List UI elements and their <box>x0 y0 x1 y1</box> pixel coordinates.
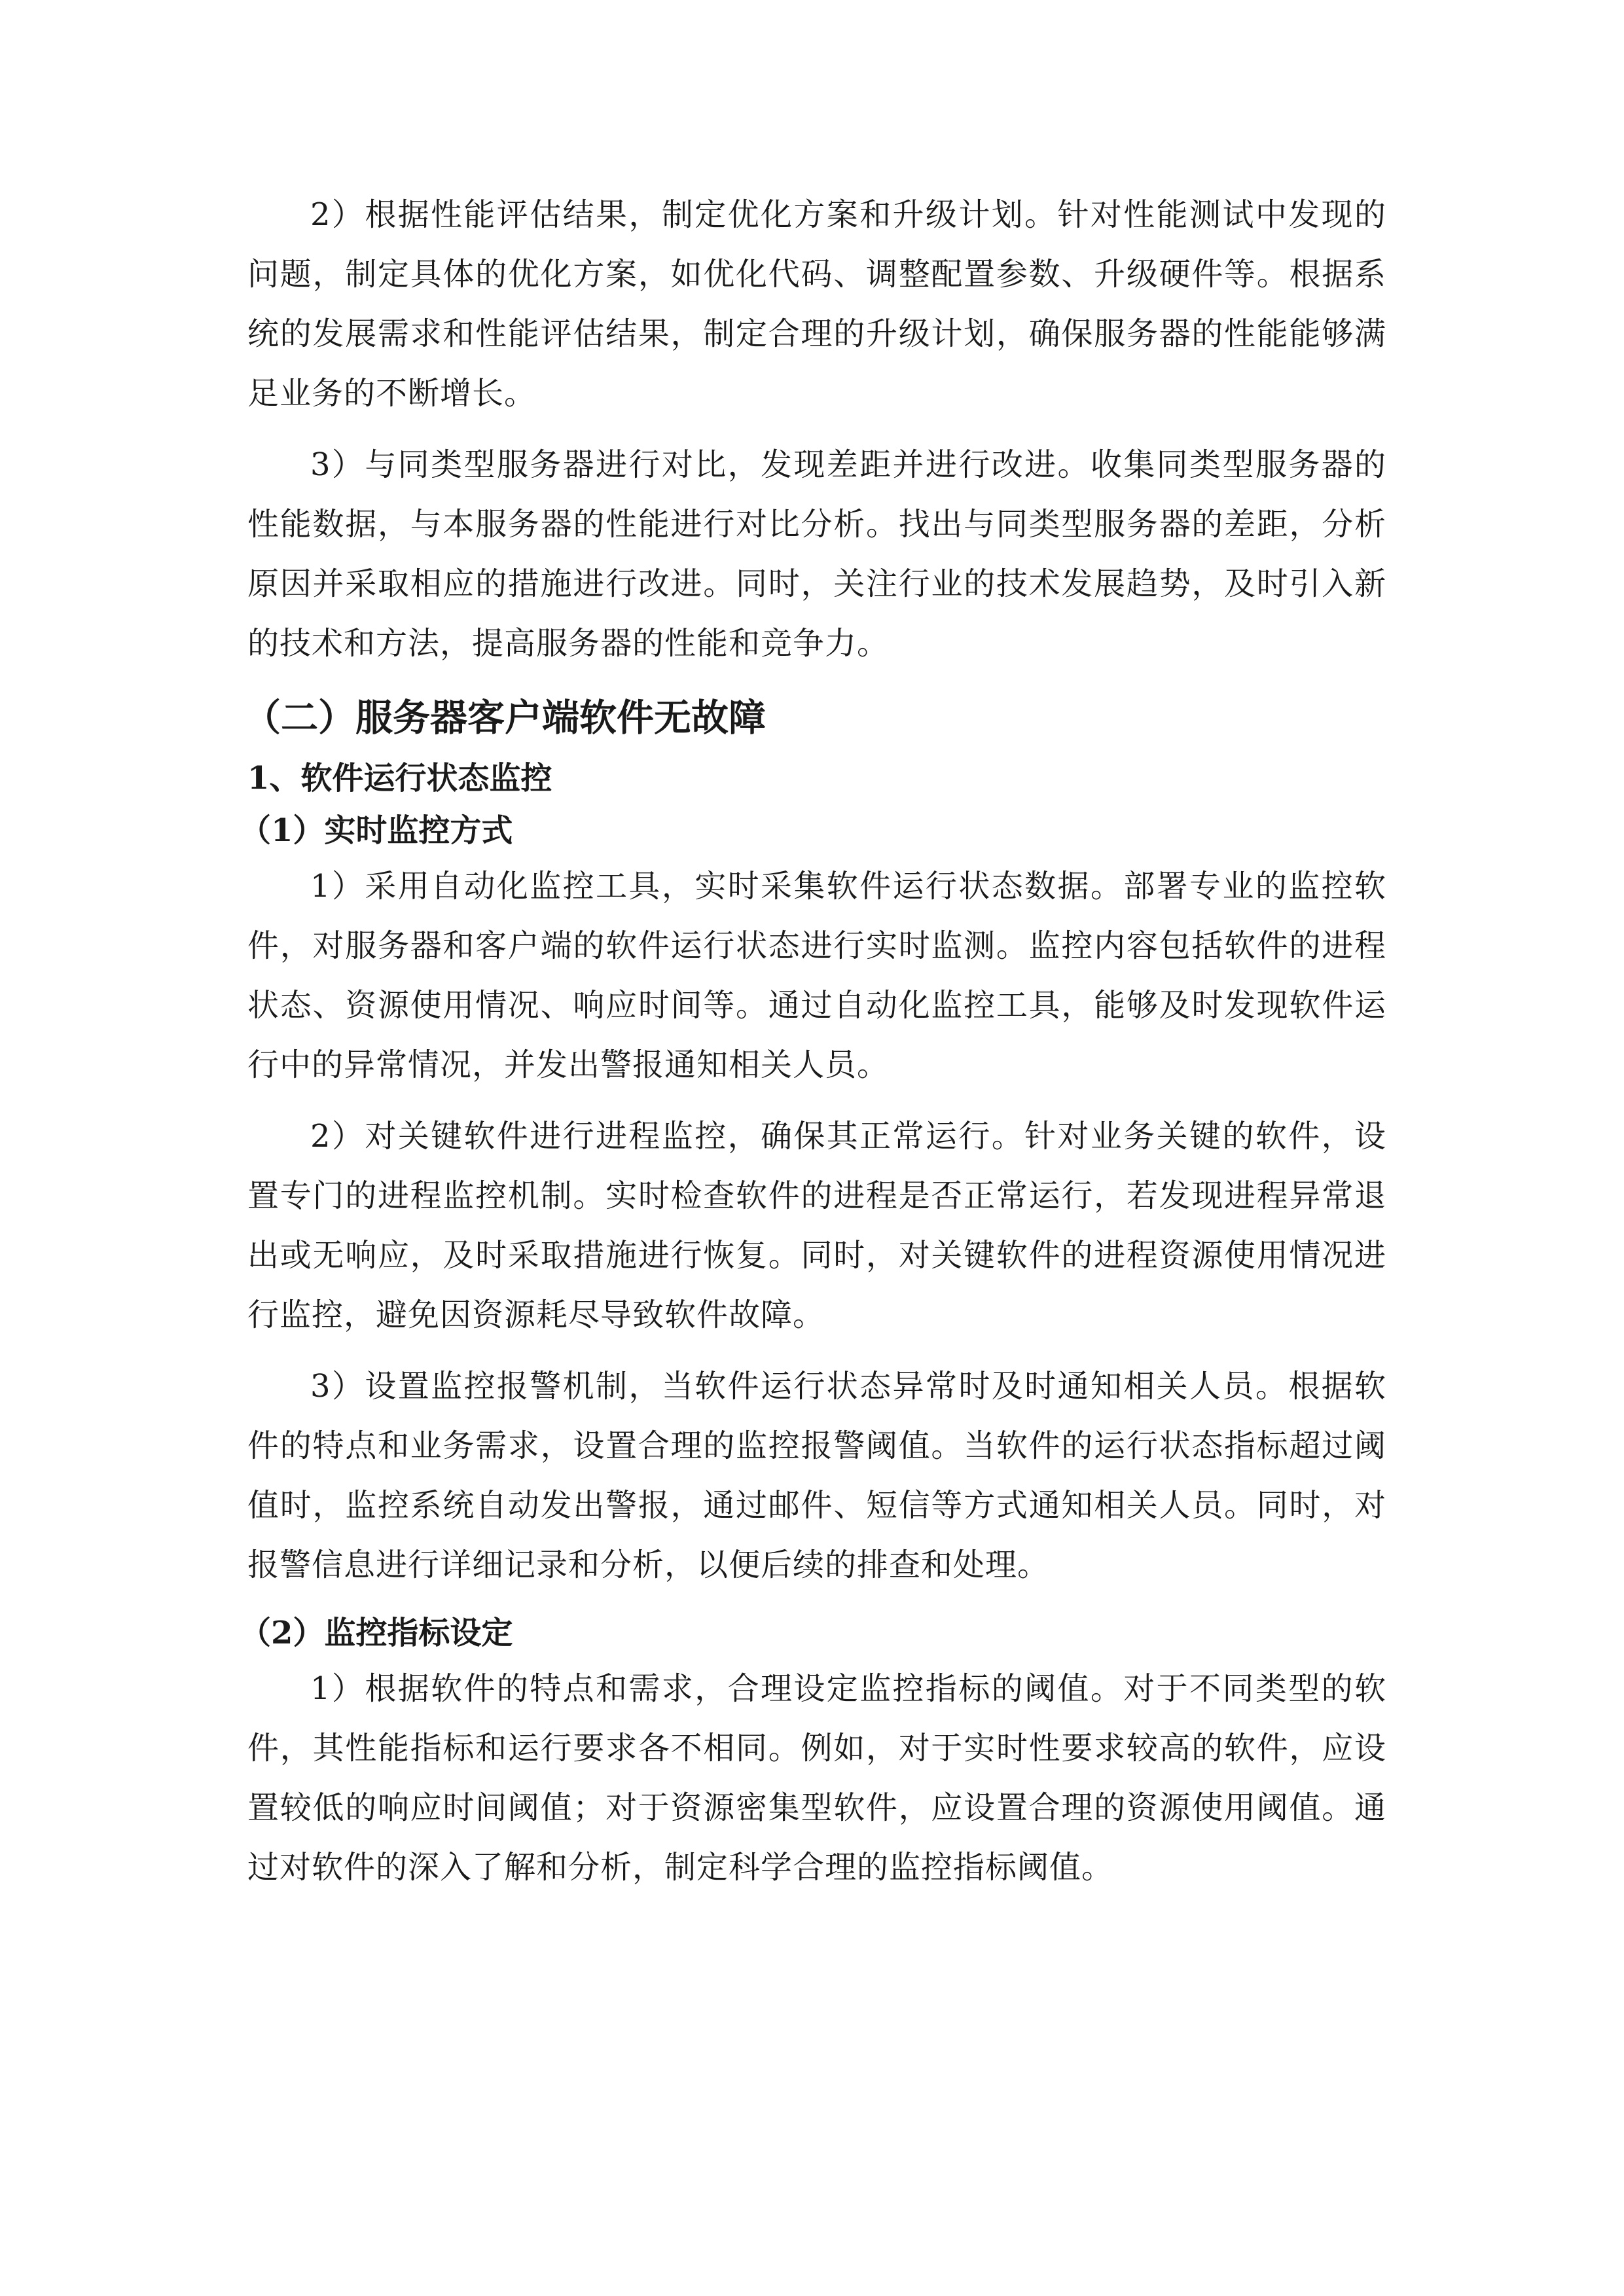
paragraph-alert-mechanism: 3）设置监控报警机制，当软件运行状态异常时及时通知相关人员。根据软件的特点和业务需求，设置合理的监控报警阈值。当软件的运行状态指标超过阈值时，监控系统自动发出警报，通过邮件、短信等方式通知相关人员。同时，对报警信息进行详细记录和分析，以便后续的排查和处理。 <box>247 1368 1386 1583</box>
paragraph-server-comparison: 3）与同类型服务器进行对比，发现差距并进行改进。收集同类型服务器的性能数据，与本服务器的性能进行对比分析。找出与同类型服务器的差距，分析原因并采取相应的措施进行改进。同时，关注行业的技术发展趋势，及时引入新的技术和方法，提高服务器的性能和竞争力。 <box>247 446 1386 662</box>
subheading-metric-settings: （2）监控指标设定 <box>240 1615 513 1651</box>
paragraph-automation-tools: 1）采用自动化监控工具，实时采集软件运行状态数据。部署专业的监控软件，对服务器和客户端的软件运行状态进行实时监测。监控内容包括软件的进程状态、资源使用情况、响应时间等。通过自动化监控工具，能够及时发现软件运行中的异常情况，并发出警报通知相关人员。 <box>247 868 1386 1083</box>
paragraph-upgrade-plan: 2）根据性能评估结果，制定优化方案和升级计划。针对性能测试中发现的问题，制定具体的优化方案，如优化代码、调整配置参数、升级硬件等。根据系统的发展需求和性能评估结果，制定合理的升级计划，确保服务器的性能能够满足业务的不断增长。 <box>247 196 1386 412</box>
paragraph-threshold-setting: 1）根据软件的特点和需求，合理设定监控指标的阈值。对于不同类型的软件，其性能指标和运行要求各不相同。例如，对于实时性要求较高的软件，应设置较低的响应时间阈值；对于资源密集型软件，应设置合理的资源使用阈值。通过对软件的深入了解和分析，制定科学合理的监控指标阈值。 <box>247 1670 1386 1886</box>
subheading-realtime-monitoring: （1）实时监控方式 <box>240 812 513 849</box>
paragraph-process-monitoring: 2）对关键软件进行进程监控，确保其正常运行。针对业务关键的软件，设置专门的进程监控机制。实时检查软件的进程是否正常运行，若发现进程异常退出或无响应，及时采取措施进行恢复。同时，对关键软件的进程资源使用情况进行监控，避免因资源耗尽导致软件故障。 <box>247 1118 1386 1333</box>
document-page <box>240 185 1386 1909</box>
section-heading: （二）服务器客户端软件无故障 <box>244 696 766 740</box>
subheading-software-monitoring: 1、软件运行状态监控 <box>247 760 552 797</box>
